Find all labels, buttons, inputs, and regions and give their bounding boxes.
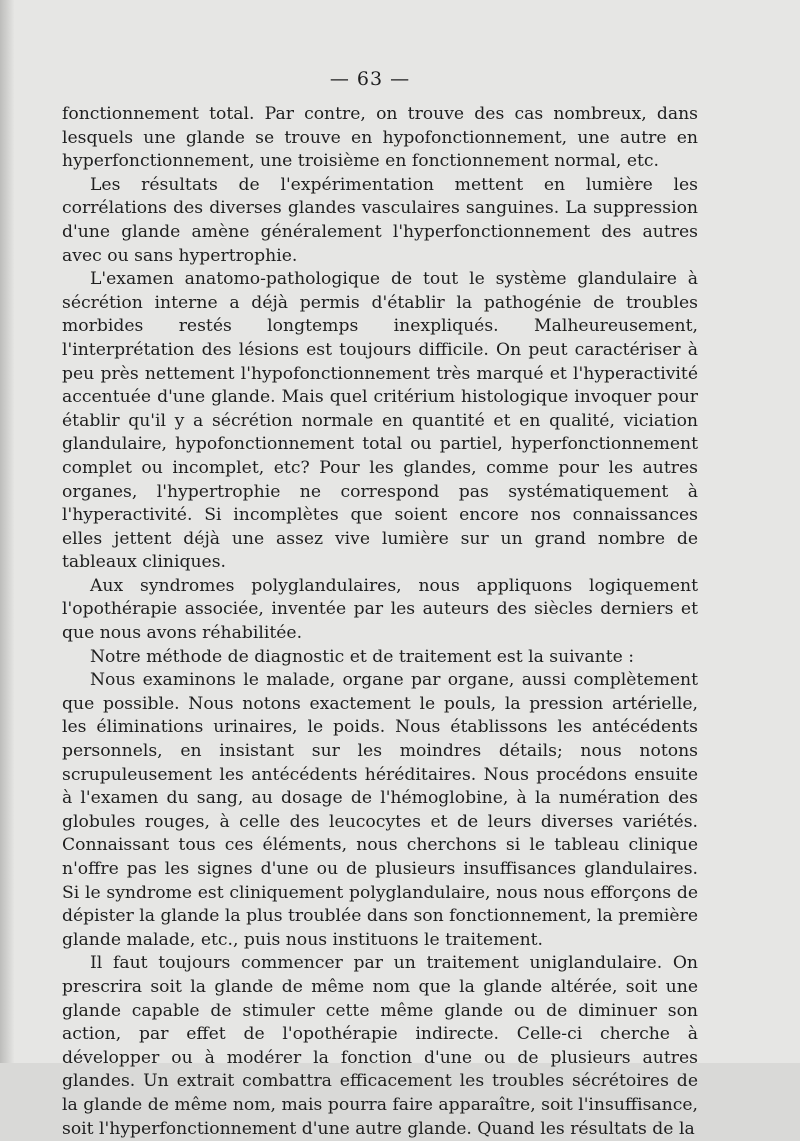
paragraph: Notre méthode de diagnostic et de traitement est la suivante : bbox=[90, 646, 635, 667]
paragraph: Nous examinons le malade, organe par organe, aussi complètement que possible. Nous notons exactement le pouls, la pression artérielle, les éliminations urinaires, le poids. Nous établissons les antécédents personnels, en insistant sur les moindres détails; nous notons scrupuleusement les antécédents héréditaires. Nous procédons ensuite à l'examen du sang, au dosage de l'hémoglobine, à la numération des globules rouges, à celle des leucocytes et de leurs diverses variétés. Connaissant tous ces éléments, nous cherchons si le tableau clinique n'offre pas les signes d'une ou de plusieurs insuffisances glandulaires. Si le syndrome est cliniquement polyglandulaire, nous nous efforçons de dépister la glande la plus troublée dans son fonctionnement, la première glande malade, etc., puis nous instituons le traitement. bbox=[62, 670, 698, 950]
paragraph: Aux syndromes polyglandulaires, nous appliquons logiquement l'opothérapie associée, inventée par les auteurs des siècles derniers et que nous avons réhabilitée. bbox=[62, 575, 698, 644]
body-text bbox=[62, 103, 698, 1141]
paragraph-continued: fonctionnement total. Par contre, on trouve des cas nombreux, dans lesquels une glande se trouve en hypofonctionnement, une autre en hyperfonctionnement, une troisième en fonctionnement normal, etc. bbox=[62, 104, 698, 172]
paragraph: Les résultats de l'expérimentation mettent en lumière les corrélations des diverses glandes vasculaires sanguines. La suppression d'une glande amène généralement l'hyperfonctionnement des autres avec ou sans hypertrophie. bbox=[62, 174, 698, 266]
page-number: — 63 — bbox=[329, 68, 411, 90]
paragraph: Il faut toujours commencer par un traitement uniglandulaire. On prescrira soit la glande de même nom que la glande altérée, soit une glande capable de stimuler cette même glande ou de diminuer son action, par effet de l'opothérapie indirecte. Celle-ci cherche à développer ou à modérer la fonction d'une ou de plusieurs autres glandes. Un extrait combattra efficacement les troubles sécrétoires de la glande de même nom, mais pourra faire apparaître, soit l'insuffisance, soit l'hyperfonctionnement d'une autre glande. Quand les résultats de la bbox=[62, 953, 698, 1139]
page-gutter-shadow bbox=[0, 0, 14, 1063]
paragraph: L'examen anatomo-pathologique de tout le système glandulaire à sécrétion interne a déjà permis d'établir la pathogénie de troubles morbides restés longtemps inexpliqués. Malheureusement, l'interprétation des lésions est toujours difficile. On peut caractériser à peu près nettement l'hypofonctionnement très marqué et l'hyperactivité accentuée d'une glande. Mais quel critérium histologique invoquer pour établir qu'il y a sécrétion normale en quantité et en qualité, viciation glandulaire, hypofonctionnement total ou partiel, hyperfonctionnement complet ou incomplet, etc? Pour les glandes, comme pour les autres organes, l'hypertrophie ne correspond pas systématiquement à l'hyperactivité. Si incomplètes que soient encore nos connaissances elles jettent déjà une assez vive lumière sur un grand nombre de tableaux cliniques. bbox=[62, 269, 698, 573]
